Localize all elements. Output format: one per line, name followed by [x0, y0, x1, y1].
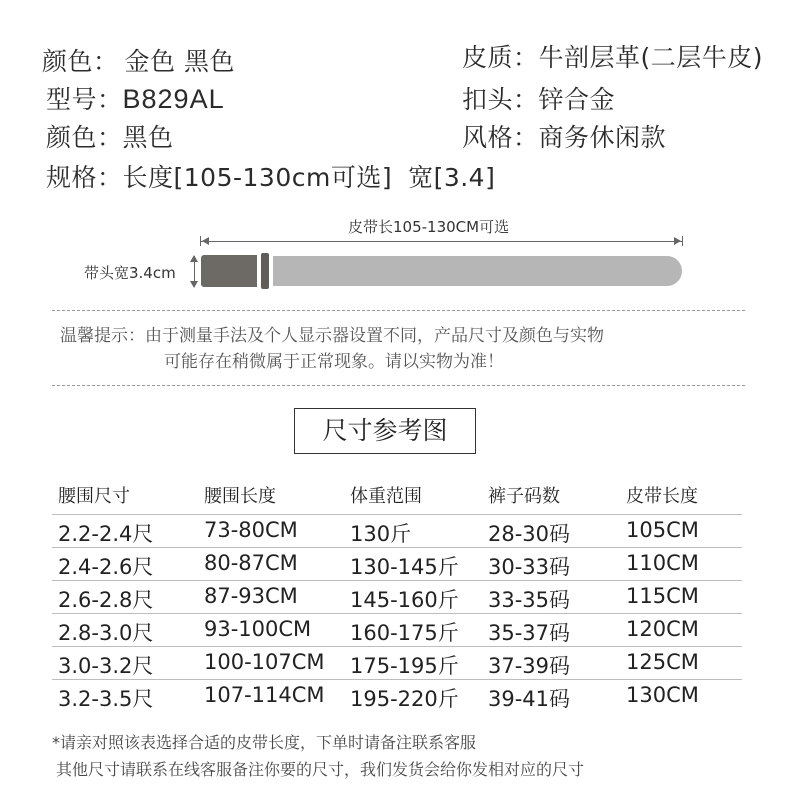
table-cell: 2.6-2.8尺	[58, 588, 154, 612]
footer-line-2: 其他尺寸请联系在线客服备注你要的尺寸，我们发货会给你发相对应的尺寸	[56, 760, 585, 779]
divider-bottom	[52, 385, 745, 386]
spec-style-label: 风格：	[462, 123, 539, 152]
divider-top	[52, 310, 745, 311]
table-cell: 100-107CM	[204, 650, 325, 674]
table-cell: 33-35码	[488, 588, 571, 612]
tip-line-1: 温馨提示：由于测量手法及个人显示器设置不同，产品尺寸及颜色与实物	[60, 326, 604, 346]
table-cell: 130CM	[626, 683, 699, 707]
table-cell: 145-160斤	[350, 588, 459, 612]
table-cell: 115CM	[626, 584, 699, 608]
table-cell: 195-220斤	[350, 687, 459, 711]
spec-color2-value: 黑色	[122, 123, 174, 152]
table-cell: 93-100CM	[204, 617, 312, 641]
arrow-down-icon	[190, 281, 198, 288]
size-chart-title: 尺寸参考图	[294, 408, 476, 454]
table-cell: 3.2-3.5尺	[58, 687, 154, 711]
tip-line-2: 可能存在稍微属于正常现象。请以实物为准！	[164, 352, 504, 372]
spec-leather-label: 皮质：	[462, 43, 539, 72]
table-cell: 2.4-2.6尺	[58, 555, 154, 579]
spec-color1-value: 金色 黑色	[124, 47, 235, 76]
table-cell: 39-41码	[488, 687, 571, 711]
table-row-divider	[52, 547, 742, 548]
table-cell: 130-145斤	[350, 555, 459, 579]
spec-color1	[42, 42, 235, 78]
footer-line-1: *请亲对照该表选择合适的皮带长度，下单时请备注联系客服	[52, 733, 477, 752]
spec-color1-label: 颜色：	[42, 47, 119, 76]
length-measure-line	[201, 241, 682, 242]
width-caption: 带头宽3.4cm	[84, 264, 176, 282]
table-cell: 130斤	[350, 522, 412, 546]
table-row-divider	[52, 580, 742, 581]
spec-leather-value: 牛剖层革(二层牛皮)	[538, 43, 764, 72]
table-cell: 80-87CM	[204, 551, 298, 575]
spec-color2	[46, 118, 174, 154]
belt-strap	[273, 256, 682, 286]
spec-model-label: 型号：	[46, 85, 123, 114]
measure-tick-right	[682, 236, 683, 246]
table-cell: 107-114CM	[204, 683, 325, 707]
spec-width-value: 宽[3.4]	[408, 163, 496, 192]
spec-size-value: 长度[105-130cm可选]	[122, 163, 393, 192]
table-row-divider	[52, 613, 742, 614]
spec-color2-label: 颜色：	[46, 123, 123, 152]
table-row-divider	[52, 514, 742, 515]
table-cell: 175-195斤	[350, 654, 459, 678]
spec-style	[462, 118, 666, 154]
table-header-cell: 裤子码数	[488, 486, 560, 507]
arrow-up-icon	[190, 255, 198, 262]
table-cell: 2.8-3.0尺	[58, 621, 154, 645]
length-caption: 皮带长105-130CM可选	[348, 218, 510, 236]
table-header-cell: 腰围长度	[204, 486, 276, 507]
table-row-divider	[52, 646, 742, 647]
table-cell: 125CM	[626, 650, 699, 674]
spec-model	[46, 80, 225, 116]
belt-buckle-prong	[261, 253, 269, 289]
table-cell: 73-80CM	[204, 518, 298, 542]
arrow-left-icon	[202, 237, 209, 245]
table-header-cell: 皮带长度	[626, 486, 698, 507]
table-row-divider	[52, 679, 742, 680]
spec-buckle-value: 锌合金	[538, 85, 616, 114]
table-cell: 28-30码	[488, 522, 571, 546]
spec-leather	[462, 38, 763, 74]
table-header-cell: 腰围尺寸	[58, 486, 130, 507]
spec-buckle	[462, 80, 615, 116]
belt-buckle	[201, 255, 257, 287]
table-cell: 3.0-3.2尺	[58, 654, 154, 678]
table-cell: 120CM	[626, 617, 699, 641]
table-cell: 35-37码	[488, 621, 571, 645]
spec-size-label: 规格：	[46, 163, 123, 192]
table-cell: 30-33码	[488, 555, 571, 579]
table-cell: 110CM	[626, 551, 699, 575]
spec-size	[46, 158, 495, 194]
arrow-right-icon	[674, 237, 681, 245]
spec-buckle-label: 扣头：	[462, 85, 539, 114]
table-cell: 160-175斤	[350, 621, 459, 645]
table-cell: 2.2-2.4尺	[58, 522, 154, 546]
table-cell: 87-93CM	[204, 584, 298, 608]
table-cell: 37-39码	[488, 654, 571, 678]
table-header-cell: 体重范围	[350, 486, 422, 507]
table-cell: 105CM	[626, 518, 699, 542]
spec-model-value: B829AL	[122, 84, 225, 114]
spec-style-value: 商务休闲款	[538, 123, 667, 152]
